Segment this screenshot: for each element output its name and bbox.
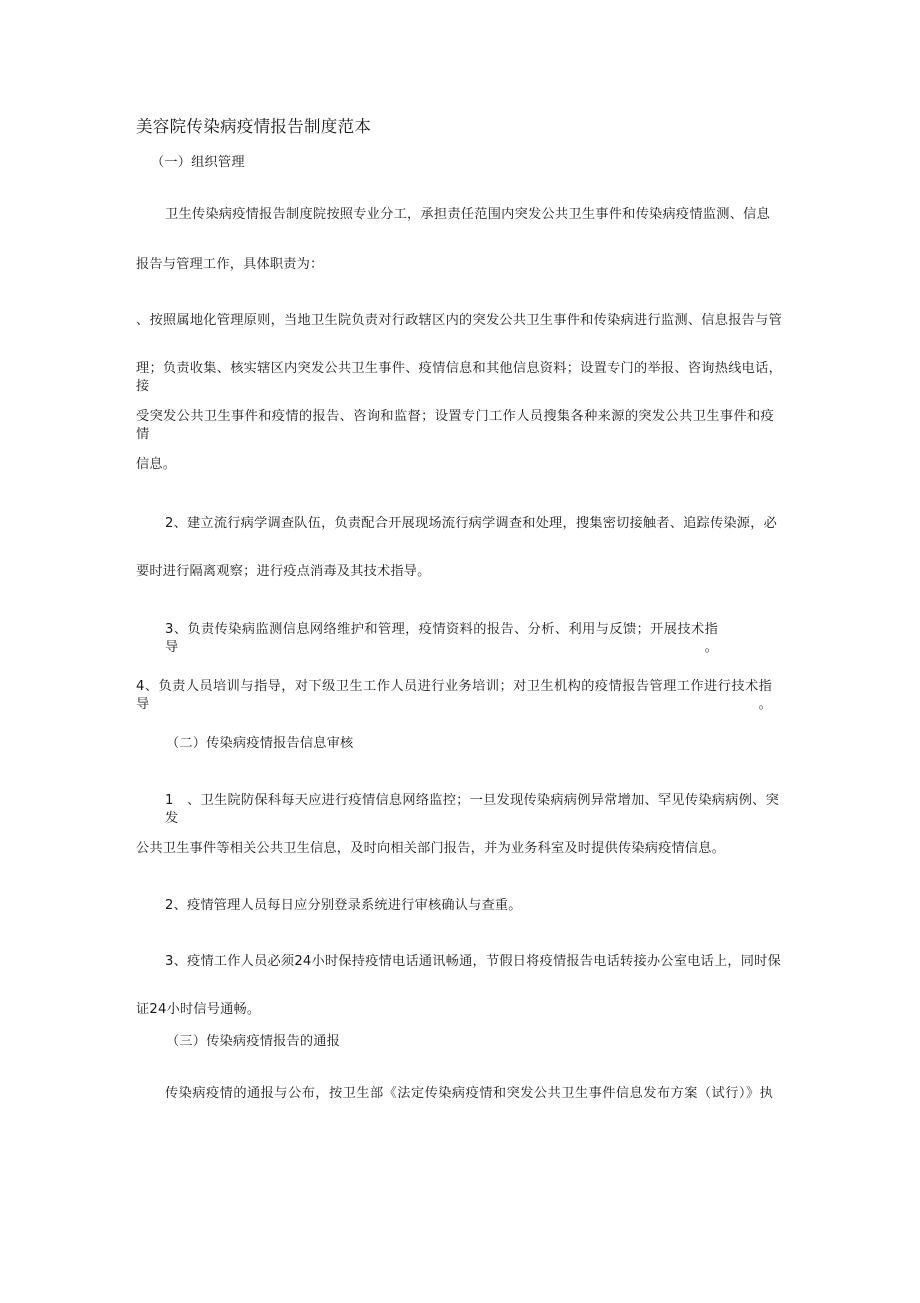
list-item-line: 公共卫生事件等相关公共卫生信息，及时向相关部门报告，并为业务科室及时提供传染病疫情信息。 xyxy=(136,841,726,856)
list-item-line: 理；负责收集、核实辖区内突发公共卫生事件、疫情信息和其他信息资料；设置专门的举报、咨询热线电话，接 xyxy=(136,361,782,394)
list-item-line: 要时进行隔离观察；进行疫点消毒及其技术指导。 xyxy=(136,564,431,579)
section-heading-review: （二）传染病疫情报告信息审核 xyxy=(166,736,354,751)
list-item-line: 、按照属地化管理原则，当地卫生院负责对行政辖区内的突发公共卫生事件和传染病进行监测、信息报告与管 xyxy=(136,313,782,328)
paragraph-line: 传染病疫情的通报与公布，按卫生部《法定传染病疫情和突发公共卫生事件信息发布方案（试行）》执 xyxy=(165,1086,773,1101)
document-title: 美容院传染病疫情报告制度范本 xyxy=(136,117,372,136)
list-item-line: 3、疫情工作人员必须24小时保持疫情电话通讯畅通，节假日将疫情报告电话转接办公室电话上，同时保 xyxy=(165,954,781,969)
list-item-line: 证24小时信号通畅。 xyxy=(136,1002,261,1017)
list-item-line: 信息。 xyxy=(136,457,177,472)
list-item-line: 2、疫情管理人员每日应分别登录系统进行审核确认与查重。 xyxy=(165,898,522,913)
section-heading-notification: （三）传染病疫情报告的通报 xyxy=(166,1034,341,1049)
paragraph-line: 卫生传染病疫情报告制度院按照专业分工，承担责任范围内突发公共卫生事件和传染病疫情监测、信息 xyxy=(165,207,770,222)
list-item-line: 受突发公共卫生事件和疫情的报告、咨询和监督；设置专门工作人员搜集各种来源的突发公共卫生事件和疫情 xyxy=(136,409,774,442)
paragraph-line: 报告与管理工作，具体职责为： xyxy=(136,257,324,272)
list-item-line: 4、负责人员培训与指导，对下级卫生工作人员进行业务培训；对卫生机构的疫情报告管理工作进行技术指导。 xyxy=(136,679,772,712)
list-item-line: 2、建立流行病学调查队伍，负责配合开展现场流行病学调查和处理，搜集密切接触者、追踪传染源，必 xyxy=(165,516,777,531)
list-item-line: 3、负责传染病监测信息网络维护和管理，疫情资料的报告、分析、利用与反馈；开展技术指导。 xyxy=(165,622,718,655)
list-item-line: 1 、卫生院防保科每天应进行疫情信息网络监控；一旦发现传染病病例异常增加、罕见传染病病例、突发 xyxy=(165,793,779,826)
section-heading-organization: （一）组织管理 xyxy=(151,155,245,170)
